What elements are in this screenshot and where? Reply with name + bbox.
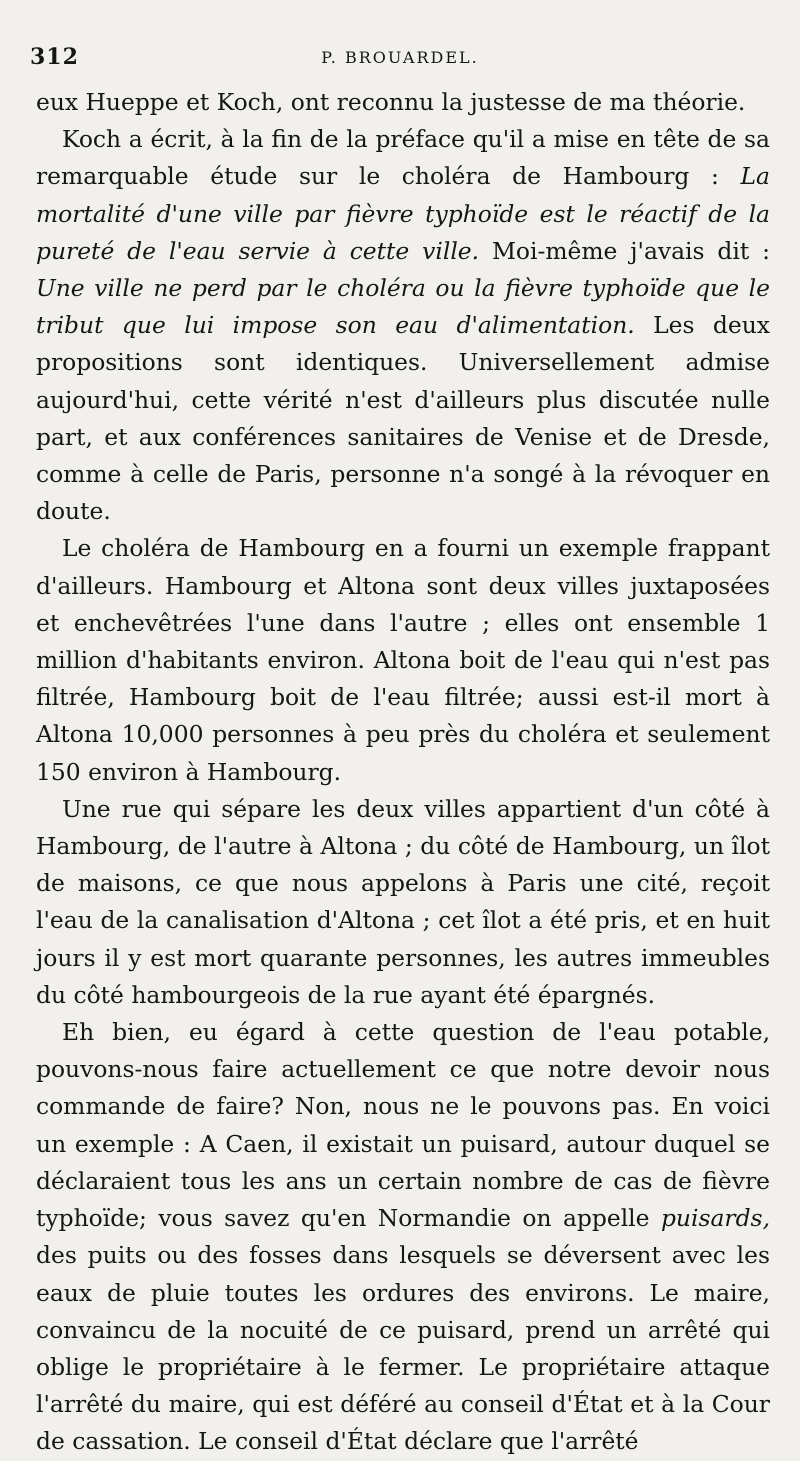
paragraph-2-text-e: Les deux propositions sont identiques. Universellement admise aujourd'hui, cette vérité n'est d'ailleurs plus discutée nulle part, et aux conférences sanitaires de Venise et de Dresde, comme à celle de Paris, personne n'a songé à la révoquer en doute. bbox=[36, 311, 770, 526]
page-header bbox=[30, 44, 770, 74]
paragraph-5 bbox=[36, 1014, 770, 1460]
paragraph-3 bbox=[36, 530, 770, 790]
paragraph-2 bbox=[36, 121, 770, 530]
paragraph-4 bbox=[36, 791, 770, 1014]
paragraph-2-text-a: Koch a écrit, à la fin de la préface qu'il a mise en tête de sa remarquable étude sur le choléra de Hambourg : bbox=[36, 125, 770, 191]
paragraph-3-text: Le choléra de Hambourg en a fourni un exemple frappant d'ailleurs. Hambourg et Altona sont deux villes juxtaposées et enchevêtrées l'une dans l'autre ; elles ont ensemble 1 million d'habitants environ. Altona boit de l'eau qui n'est pas filtrée, Hambourg boit de l'eau filtrée; aussi est-il mort à Altona 10,000 personnes à peu près du choléra et seulement 150 environ à Hambourg. bbox=[36, 534, 770, 786]
paragraph-5-text-c: des puits ou des fosses dans lesquels se déversent avec les eaux de pluie toutes les ordures des environs. Le maire, convaincu de la nocuité de ce puisard, prend un arrêté qui oblige le propriétaire à le fermer. Le propriétaire attaque l'arrêté du maire, qui est déféré au conseil d'État et à la Cour de cassation. Le conseil d'État déclare que l'arrêté bbox=[36, 1241, 770, 1456]
paragraph-2-text-c: Moi-même j'avais dit : bbox=[479, 236, 770, 265]
paragraph-5-text-a: Eh bien, eu égard à cette question de l'eau potable, pouvons-nous faire actuellement ce que notre devoir nous commande de faire? Non, nous ne le pouvons pas. En voici un exemple : A Caen, il existait un puisard, autour duquel se déclaraient tous les ans un certain nombre de cas de fièvre typhoïde; vous savez qu'en Normandie on appelle bbox=[36, 1018, 770, 1233]
puisards-term: puisards, bbox=[660, 1204, 770, 1233]
author-quote: Une ville ne perd par le choléra ou la fièvre typhoïde que le tribut que lui impose son eau d'alimentation. bbox=[36, 274, 770, 340]
body-text bbox=[36, 84, 770, 1461]
page-number: 312 bbox=[30, 44, 79, 70]
paragraph-4-text: Une rue qui sépare les deux villes appartient d'un côté à Hambourg, de l'autre à Altona ; du côté de Hambourg, un îlot de maisons, ce que nous appelons à Paris une cité, reçoit l'eau de la canalisation d'Altona ; cet îlot a été pris, et en huit jours il y est mort quarante personnes, les autres immeubles du côté hambourgeois de la rue ayant été épargnés. bbox=[36, 794, 770, 1009]
paragraph-1 bbox=[36, 84, 770, 121]
paragraph-1-text: eux Hueppe et Koch, ont reconnu la justesse de ma théorie. bbox=[36, 88, 746, 116]
koch-quote: La mortalité d'une ville par fièvre typhoïde est le réactif de la pureté de l'eau servie à cette ville. bbox=[36, 162, 770, 265]
running-title: P. BROUARDEL. bbox=[321, 48, 479, 67]
